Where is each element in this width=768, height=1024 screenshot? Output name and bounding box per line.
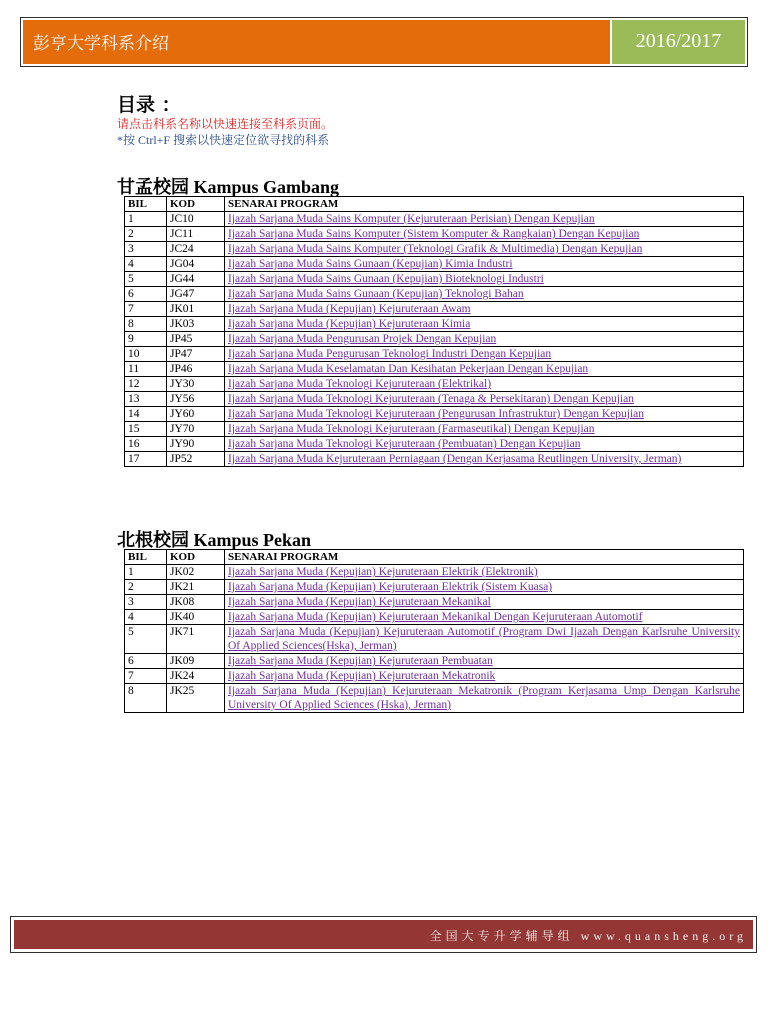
- program-link[interactable]: Ijazah Sarjana Muda Sains Komputer (Sistem Komputer & Rangkaian) Dengan Kepujian: [228, 228, 640, 240]
- table-row: [125, 392, 744, 407]
- row-bil-cell: 1: [125, 565, 167, 580]
- table-row: [125, 332, 744, 347]
- table-row: [125, 595, 744, 610]
- row-kod-cell: JY70: [167, 422, 225, 437]
- program-link[interactable]: Ijazah Sarjana Muda Kejuruteraan Perniagaan (Dengan Kerjasama Reutlingen University, Jerman): [228, 453, 682, 465]
- row-bil-cell: 9: [125, 332, 167, 347]
- program-link-cell: [225, 287, 744, 302]
- program-link[interactable]: Ijazah Sarjana Muda Sains Komputer (Kejuruteraan Perisian) Dengan Kepujian: [228, 213, 595, 225]
- table-row: [125, 669, 744, 684]
- row-kod-cell: JK71: [167, 625, 225, 654]
- row-bil-cell: 8: [125, 317, 167, 332]
- row-bil-cell: 17: [125, 452, 167, 467]
- row-kod-cell: JK21: [167, 580, 225, 595]
- row-kod-cell: JK25: [167, 684, 225, 713]
- program-link[interactable]: Ijazah Sarjana Muda Sains Gunaan (Kepujian) Teknologi Bahan: [228, 288, 524, 300]
- row-kod-cell: JK09: [167, 654, 225, 669]
- row-bil-cell: 7: [125, 669, 167, 684]
- program-link[interactable]: Ijazah Sarjana Muda Teknologi Kejuruteraan (Tenaga & Persekitaran) Dengan Kepujian: [228, 393, 634, 405]
- row-bil-cell: 15: [125, 422, 167, 437]
- row-kod-cell: JP52: [167, 452, 225, 467]
- program-link-cell: [225, 625, 744, 654]
- table-row: [125, 212, 744, 227]
- col-header-program: SENARAI PROGRAM: [225, 550, 744, 565]
- program-link-cell: [225, 684, 744, 713]
- program-link-cell: [225, 610, 744, 625]
- row-bil-cell: 6: [125, 654, 167, 669]
- row-bil-cell: 8: [125, 684, 167, 713]
- row-bil-cell: 3: [125, 242, 167, 257]
- program-link[interactable]: Ijazah Sarjana Muda Pengurusan Teknologi Industri Dengan Kepujian: [228, 348, 552, 360]
- row-kod-cell: JP46: [167, 362, 225, 377]
- program-link-cell: [225, 272, 744, 287]
- table-row: [125, 287, 744, 302]
- program-link-cell: [225, 565, 744, 580]
- program-link-cell: [225, 392, 744, 407]
- program-link[interactable]: Ijazah Sarjana Muda Sains Komputer (Teknologi Grafik & Multimedia) Dengan Kepujian: [228, 243, 643, 255]
- row-bil-cell: 4: [125, 257, 167, 272]
- row-kod-cell: JK24: [167, 669, 225, 684]
- toc-hint-search: *按 Ctrl+F 搜索以快速定位欲寻找的科系: [117, 133, 330, 147]
- table-row: [125, 625, 744, 654]
- col-header-program: SENARAI PROGRAM: [225, 197, 744, 212]
- col-header-bil: BIL: [125, 550, 167, 565]
- program-link[interactable]: Ijazah Sarjana Muda Teknologi Kejuruteraan (Elektrikal): [228, 378, 492, 390]
- row-bil-cell: 5: [125, 272, 167, 287]
- row-bil-cell: 12: [125, 377, 167, 392]
- program-link-cell: [225, 332, 744, 347]
- table-row: [125, 437, 744, 452]
- program-link-cell: [225, 452, 744, 467]
- program-link[interactable]: Ijazah Sarjana Muda (Kepujian) Kejuruteraan Mekatronik: [228, 670, 496, 682]
- row-kod-cell: JG04: [167, 257, 225, 272]
- program-link[interactable]: Ijazah Sarjana Muda (Kepujian) Kejuruteraan Elektrik (Sistem Kuasa): [228, 581, 553, 593]
- program-link[interactable]: Ijazah Sarjana Muda Sains Gunaan (Kepujian) Kimia Industri: [228, 258, 513, 270]
- table-header-row: [125, 550, 744, 565]
- program-link-cell: [225, 595, 744, 610]
- row-kod-cell: JK08: [167, 595, 225, 610]
- program-table-gambang: [124, 196, 744, 467]
- col-header-kod: KOD: [167, 550, 225, 565]
- row-bil-cell: 10: [125, 347, 167, 362]
- table-row: [125, 317, 744, 332]
- program-link[interactable]: Ijazah Sarjana Muda Teknologi Kejuruteraan (Farmaseutikal) Dengan Kepujian: [228, 423, 595, 435]
- row-bil-cell: 2: [125, 580, 167, 595]
- row-bil-cell: 1: [125, 212, 167, 227]
- program-link[interactable]: Ijazah Sarjana Muda Keselamatan Dan Kesihatan Pekerjaan Dengan Kepujian: [228, 363, 589, 375]
- row-kod-cell: JK40: [167, 610, 225, 625]
- toc-title: 目录 ：: [117, 94, 181, 116]
- row-kod-cell: JK03: [167, 317, 225, 332]
- program-link-cell: [225, 377, 744, 392]
- col-header-bil: BIL: [125, 197, 167, 212]
- program-link[interactable]: Ijazah Sarjana Muda Teknologi Kejuruteraan (Pembuatan) Dengan Kepujian: [228, 438, 581, 450]
- program-link[interactable]: Ijazah Sarjana Muda (Kepujian) Kejuruteraan Mekanikal Dengan Kejuruteraan Automotif: [228, 611, 643, 623]
- program-link-cell: [225, 580, 744, 595]
- program-link-cell: [225, 242, 744, 257]
- table-row: [125, 272, 744, 287]
- row-bil-cell: 4: [125, 610, 167, 625]
- program-link-cell: [225, 212, 744, 227]
- table-header-row: [125, 197, 744, 212]
- row-kod-cell: JG44: [167, 272, 225, 287]
- table-row: [125, 452, 744, 467]
- program-link-cell: [225, 437, 744, 452]
- program-link[interactable]: Ijazah Sarjana Muda Pengurusan Projek Dengan Kepujian: [228, 333, 497, 345]
- program-link-cell: [225, 654, 744, 669]
- table-row: [125, 565, 744, 580]
- table-row: [125, 227, 744, 242]
- row-kod-cell: JY60: [167, 407, 225, 422]
- row-bil-cell: 7: [125, 302, 167, 317]
- table-row: [125, 654, 744, 669]
- program-link-cell: [225, 227, 744, 242]
- program-link-cell: [225, 257, 744, 272]
- section-title-gambang: 甘孟校园 Kampus Gambang: [117, 177, 340, 197]
- row-kod-cell: JC10: [167, 212, 225, 227]
- row-kod-cell: JK02: [167, 565, 225, 580]
- program-table-pekan: [124, 549, 744, 713]
- program-link[interactable]: Ijazah Sarjana Muda Teknologi Kejuruteraan (Pengurusan Infrastruktur) Dengan Kepujian: [228, 408, 645, 420]
- program-link[interactable]: Ijazah Sarjana Muda (Kepujian) Kejuruteraan Pembuatan: [228, 655, 493, 667]
- table-row: [125, 377, 744, 392]
- program-link-cell: [225, 422, 744, 437]
- program-link-cell: [225, 302, 744, 317]
- program-link[interactable]: Ijazah Sarjana Muda (Kepujian) Kejuruteraan Mekanikal: [228, 596, 491, 608]
- table-row: [125, 407, 744, 422]
- program-link-cell: [225, 317, 744, 332]
- header-title: 彭亨大学科系介绍: [23, 20, 610, 64]
- program-link[interactable]: Ijazah Sarjana Muda Sains Gunaan (Kepujian) Bioteknologi Industri: [228, 273, 544, 285]
- col-header-kod: KOD: [167, 197, 225, 212]
- header-year: 2016/2017: [612, 20, 745, 64]
- header-banner: [20, 17, 748, 67]
- program-link-cell: [225, 362, 744, 377]
- row-kod-cell: JP47: [167, 347, 225, 362]
- footer-banner: [10, 916, 757, 953]
- row-bil-cell: 5: [125, 625, 167, 654]
- program-link[interactable]: Ijazah Sarjana Muda (Kepujian) Kejuruteraan Elektrik (Elektronik): [228, 566, 538, 578]
- table-row: [125, 347, 744, 362]
- row-kod-cell: JP45: [167, 332, 225, 347]
- row-kod-cell: JC24: [167, 242, 225, 257]
- program-link-cell: [225, 669, 744, 684]
- table-row: [125, 302, 744, 317]
- program-link-cell: [225, 347, 744, 362]
- row-bil-cell: 16: [125, 437, 167, 452]
- row-bil-cell: 14: [125, 407, 167, 422]
- row-kod-cell: JY30: [167, 377, 225, 392]
- table-row: [125, 242, 744, 257]
- table-row: [125, 580, 744, 595]
- footer-text: 全国大专升学辅导组 www.quansheng.org: [14, 920, 753, 949]
- table-row: [125, 422, 744, 437]
- row-kod-cell: JG47: [167, 287, 225, 302]
- row-kod-cell: JC11: [167, 227, 225, 242]
- row-kod-cell: JY90: [167, 437, 225, 452]
- table-row: [125, 610, 744, 625]
- section-title-pekan: 北根校园 Kampus Pekan: [117, 530, 312, 550]
- row-kod-cell: JY56: [167, 392, 225, 407]
- row-bil-cell: 13: [125, 392, 167, 407]
- row-kod-cell: JK01: [167, 302, 225, 317]
- row-bil-cell: 11: [125, 362, 167, 377]
- table-row: [125, 362, 744, 377]
- row-bil-cell: 3: [125, 595, 167, 610]
- table-row: [125, 257, 744, 272]
- table-row: [125, 684, 744, 713]
- program-link[interactable]: Ijazah Sarjana Muda (Kepujian) Kejuruteraan Mekatronik (Program Kerjasama Ump Dengan Karlsruhe University Of Applied Sciences (Hska), Jerman): [228, 685, 740, 711]
- program-link[interactable]: Ijazah Sarjana Muda (Kepujian) Kejuruteraan Awam: [228, 303, 471, 315]
- program-link[interactable]: Ijazah Sarjana Muda (Kepujian) Kejuruteraan Kimia: [228, 318, 471, 330]
- program-link[interactable]: Ijazah Sarjana Muda (Kepujian) Kejuruteraan Automotif (Program Dwi Ijazah Dengan Karlsruhe University Of Applied Sciences(Hska), Jerman): [228, 626, 740, 652]
- row-bil-cell: 6: [125, 287, 167, 302]
- program-link-cell: [225, 407, 744, 422]
- row-bil-cell: 2: [125, 227, 167, 242]
- toc-hint-click: 请点击科系名称以快速连接至科系页面。: [117, 117, 334, 131]
